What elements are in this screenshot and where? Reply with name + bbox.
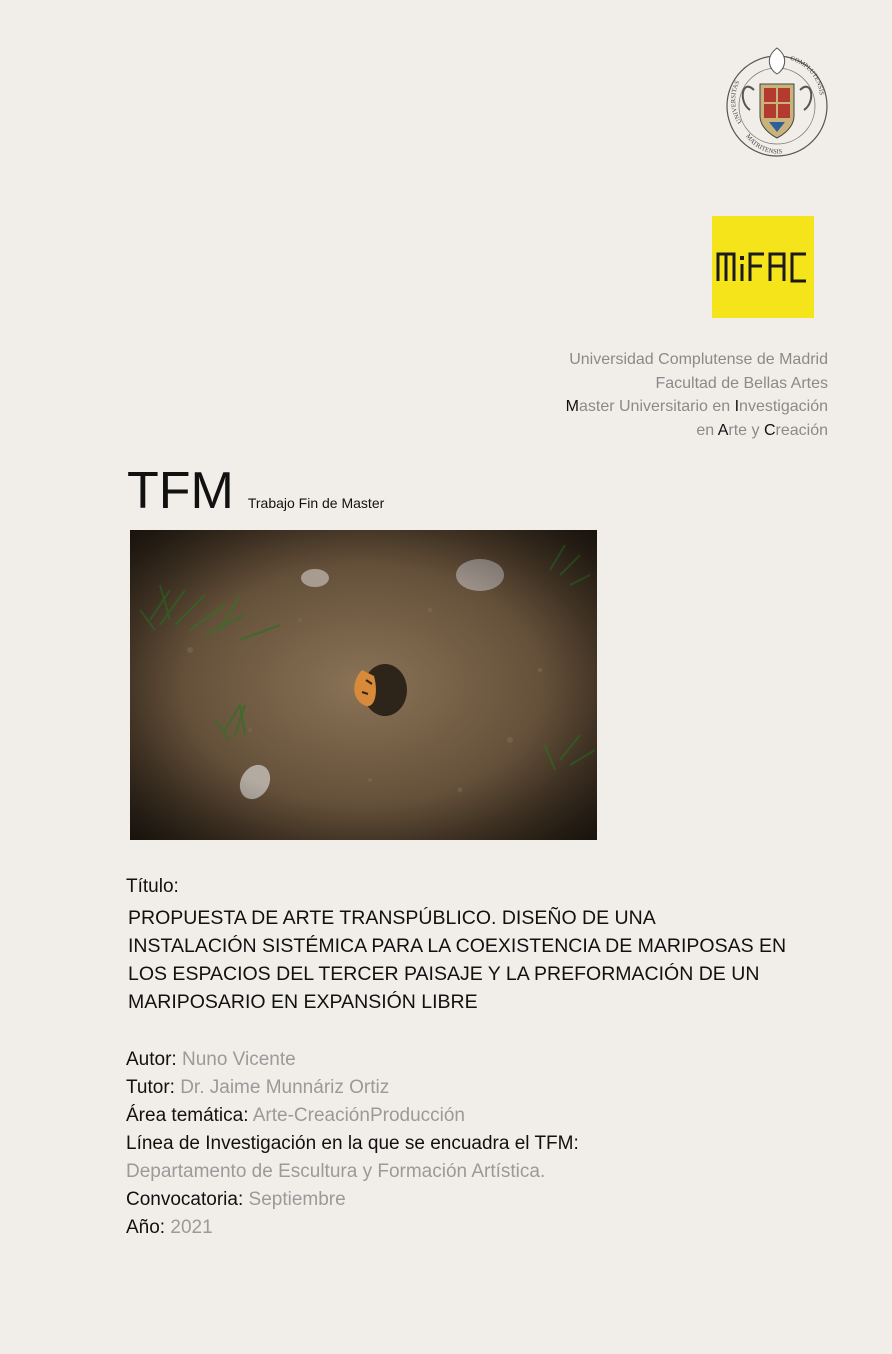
tutor-row: Tutor: Dr. Jaime Munnáriz Ortiz (126, 1077, 390, 1098)
titulo-label: Título: (126, 876, 179, 897)
linea-value: Departamento de Escultura y Formación Artística. (126, 1161, 546, 1182)
tutor-value: Dr. Jaime Munnáriz Ortiz (180, 1077, 390, 1098)
tfm-title: TFM (127, 462, 234, 520)
autor-row: Autor: Nuno Vicente (126, 1049, 296, 1070)
anio-row: Año: 2021 (126, 1217, 213, 1238)
seal-text-right: COMPLUTENSIS (789, 55, 825, 96)
institution-block (566, 348, 828, 442)
convocatoria-value: Septiembre (248, 1189, 346, 1210)
university-seal-logo (724, 44, 830, 166)
tfm-subtitle: Trabajo Fin de Master (247, 495, 385, 511)
tfm-heading (127, 462, 384, 520)
institution-faculty: Facultad de Bellas Artes (655, 374, 828, 392)
institution-university: Universidad Complutense de Madrid (569, 351, 828, 368)
seal-text-left: UNIVERSITAS (730, 79, 744, 125)
titulo-text: PROPUESTA DE ARTE TRANSPÚBLICO. DISEÑO DE UNA INSTALACIÓN SISTÉMICA PARA LA COEXISTENCIA DE MARIPOSAS EN LOS ESPACIOS DEL TERCER PAISAJE Y LA PREFORMACIÓN DE UN MARIPOSARIO EN EXPANSIÓN LIBRE (128, 907, 787, 1013)
institution-master: Master Universitario en Investigación (565, 398, 828, 415)
area-value: Arte-CreaciónProducción (252, 1105, 465, 1126)
convocatoria-row: Convocatoria: Septiembre (126, 1189, 346, 1210)
thesis-metadata (126, 1046, 579, 1242)
institution-program: en Arte y Creación (696, 421, 828, 439)
anio-value: 2021 (170, 1217, 213, 1238)
autor-value: Nuno Vicente (181, 1049, 296, 1070)
svg-text:UNIVERSITAS (730, 79, 744, 124)
linea-label: Línea de Investigación en la que se encuadra el TFM: (126, 1133, 579, 1154)
svg-text:COMPLUTENSIS (789, 55, 825, 96)
seal-text-bottom: MATRITENSIS (744, 132, 783, 156)
area-row: Área temática: Arte-CreaciónProducción (126, 1105, 465, 1126)
mifac-logo (712, 216, 814, 318)
cover-photo-butterfly (130, 530, 597, 840)
